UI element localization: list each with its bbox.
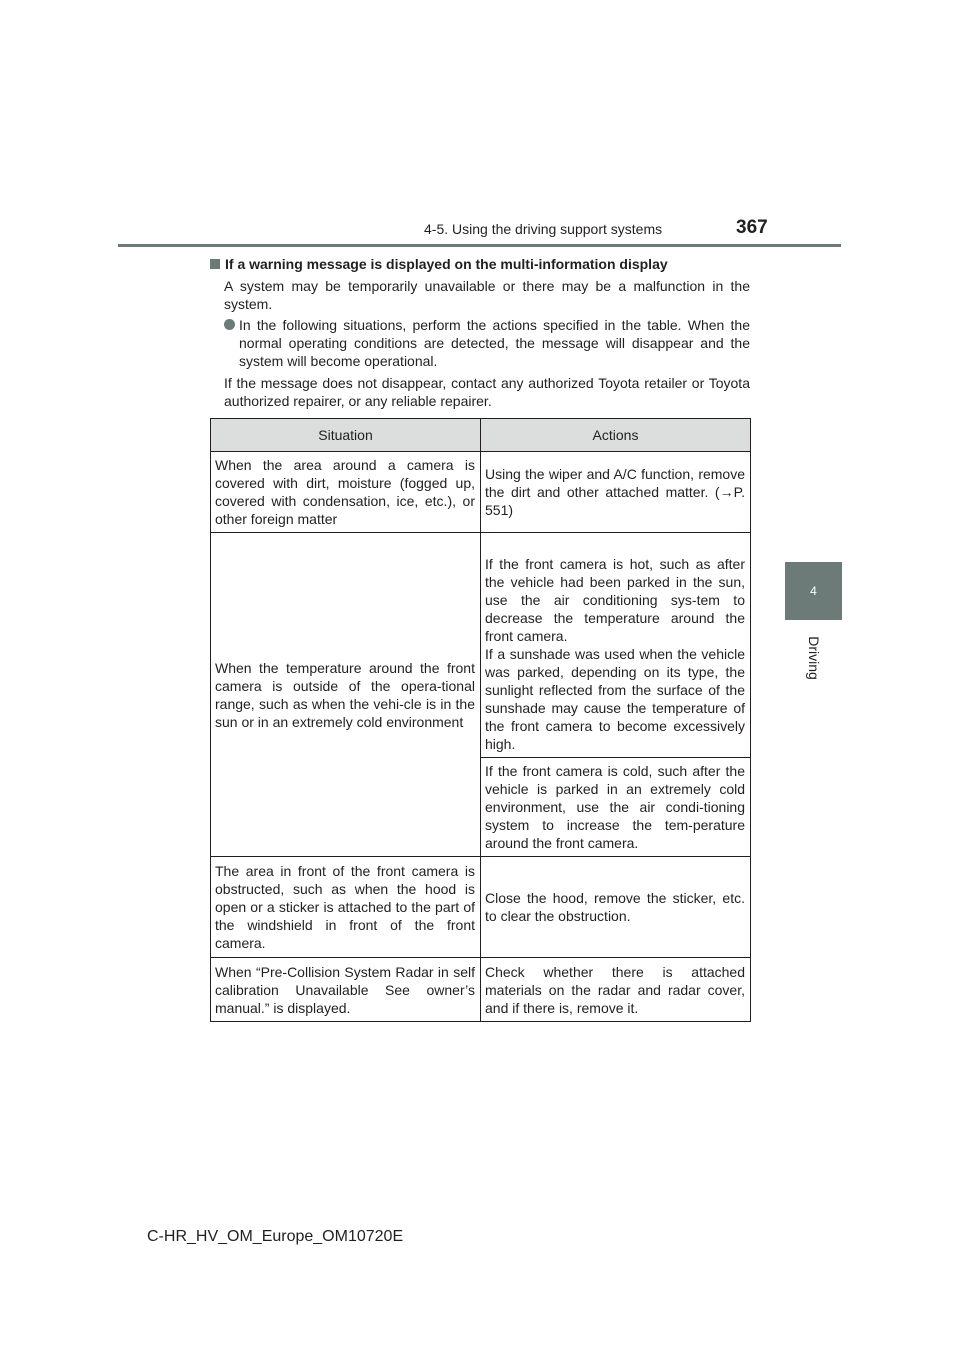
- header-rule: [118, 244, 841, 247]
- situation-cell: When the area around a camera is covered with dirt, moisture (fogged up, covered with condensation, ice, etc.), or other foreign matter: [211, 452, 481, 533]
- actions-cell: [481, 958, 751, 1022]
- actions-cell: [481, 758, 751, 857]
- content-body: [210, 255, 750, 410]
- page-number: 367: [736, 217, 768, 238]
- action-text: If the front camera is cold, such after the vehicle is parked in an extremely cold environment, use the air condi-tioning system to increase the tem-perature around the front camera.: [485, 763, 745, 851]
- bullet-item: [224, 316, 750, 370]
- actions-cell: [481, 533, 751, 758]
- document-code: C-HR_HV_OM_Europe_OM10720E: [147, 1228, 404, 1245]
- situation-cell: When “Pre-Collision System Radar in self calibration Unavailable See owner’s manual.” is displayed.: [211, 958, 481, 1022]
- section-heading: [210, 255, 750, 273]
- actions-cell: [481, 452, 751, 533]
- action-text: Using the wiper and A/C function, remove the dirt and other attached matter. (→P. 551): [485, 466, 745, 518]
- table-row: [211, 857, 751, 958]
- header-section-title: 4-5. Using the driving support systems: [424, 221, 663, 237]
- situation-cell: When the temperature around the front camera is outside of the opera-tional range, such as when the vehi-cle is in the sun or in an extremely cold environment: [211, 533, 481, 857]
- situation-actions-table: [210, 418, 751, 1022]
- table-header-row: [211, 419, 751, 452]
- action-text: If the front camera is hot, such as after the vehicle had been parked in the sun, use the air conditioning sys-tem to decrease the temperature around the front camera. If a sunshade was used when the vehicle was parked, depending on its type, the sunlight reflected from the surface of the sunshade may cause the temperature of the front camera to become excessively high.: [485, 556, 745, 752]
- section-heading-text: If a warning message is displayed on the multi-information display: [225, 256, 668, 272]
- intro-paragraph: A system may be temporarily unavailable or there may be a malfunction in the system.: [224, 278, 750, 312]
- followup-paragraph: If the message does not disappear, contact any authorized Toyota retailer or Toyota authorized repairer, or any reliable repairer.: [224, 375, 750, 409]
- table-row: [211, 533, 751, 758]
- actions-cell: [481, 857, 751, 958]
- action-text: Close the hood, remove the sticker, etc. to clear the obstruction.: [485, 890, 745, 924]
- action-text: Check whether there is attached materials on the radar and radar cover, and if there is, remove it.: [485, 963, 745, 1016]
- situation-cell: The area in front of the front camera is obstructed, such as when the hood is open or a sticker is attached to the part of the windshield in front of the front camera.: [211, 857, 481, 958]
- chapter-label: [780, 628, 847, 688]
- table-row: [211, 452, 751, 533]
- table-row: [211, 958, 751, 1022]
- circle-bullet-icon: [224, 319, 235, 330]
- chapter-number: 4: [810, 584, 817, 598]
- bullet-text: In the following situations, perform the actions specified in the table. When the normal operating conditions are detected, the message will disappear and the system will become operational.: [239, 317, 750, 369]
- chapter-title: Driving: [805, 636, 822, 680]
- table-header-actions: Actions: [481, 419, 751, 452]
- square-bullet-icon: [210, 259, 220, 269]
- chapter-tab: [785, 562, 842, 620]
- table-header-situation: Situation: [211, 419, 481, 452]
